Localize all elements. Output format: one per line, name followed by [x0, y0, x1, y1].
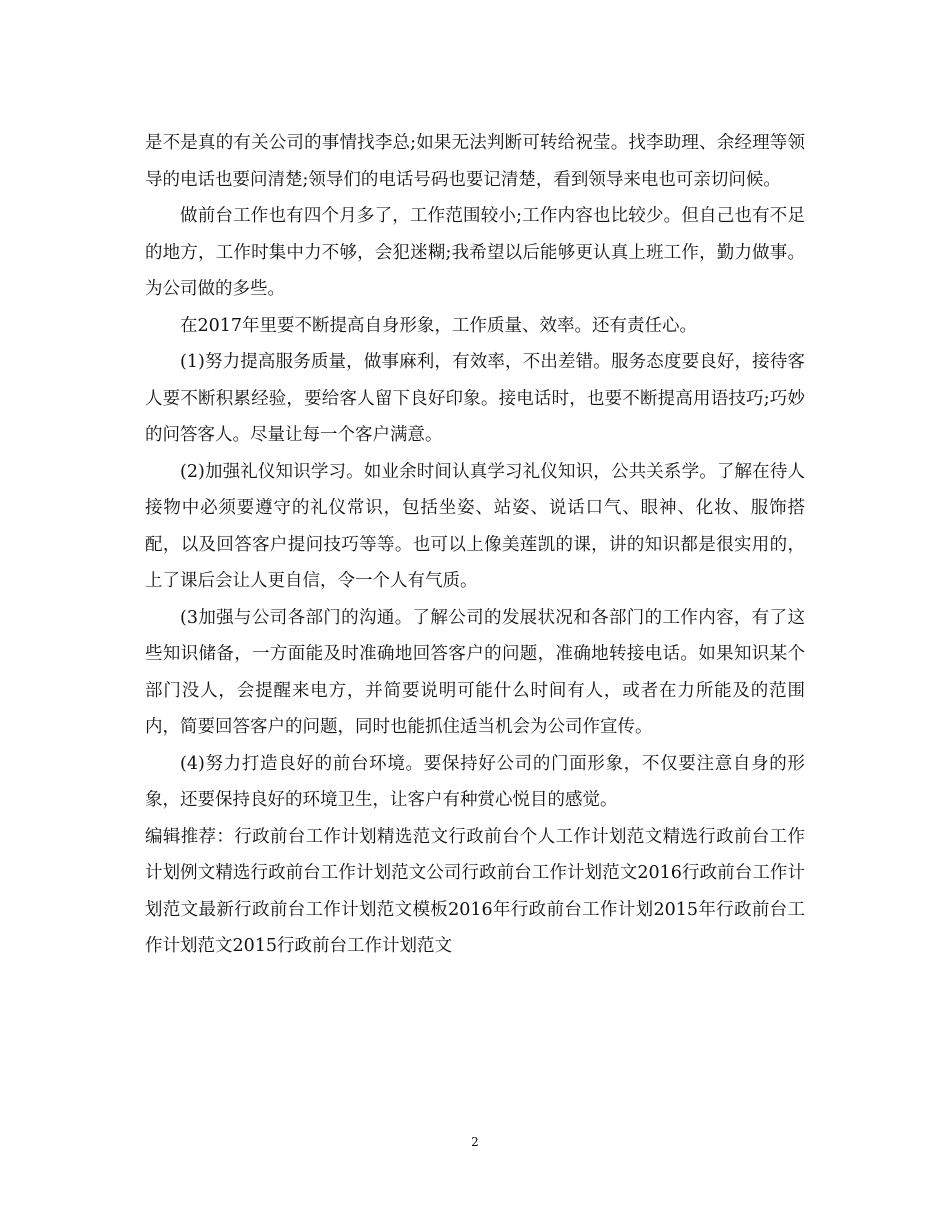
paragraph-work-summary: 做前台工作也有四个月多了，工作范围较小;工作内容也比较少。但自己也有不足的地方，工作时集中力不够，会犯迷糊;我希望以后能够更认真上班工作，勤力做事。为公司做的多些。	[145, 206, 805, 299]
paragraph-item-2: (2)加强礼仪知识学习。如业余时间认真学习礼仪知识，公共关系学。了解在待人接物中必须要遵守的礼仪常识，包括坐姿、站姿、说话口气、眼神、化妆、服饰搭配，以及回答客户提问技巧等等。也可以上像美莲凯的课，讲的知识都是很实用的，上了课后会让人更自信，令一个人有气质。	[145, 461, 805, 591]
paragraph-continuation: 是不是真的有关公司的事情找李总;如果无法判断可转给祝莹。找李助理、余经理等领导的电话也要问清楚;领导们的电话号码也要记清楚，看到领导来电也可亲切问候。	[145, 133, 805, 190]
paragraph-item-1: (1)努力提高服务质量，做事麻利，有效率，不出差错。服务态度要良好，接待客人要不断积累经验，要给客人留下良好印象。接电话时，也要不断提高用语技巧;巧妙的问答客人。尽量让每一个客户满意。	[145, 352, 805, 445]
document-body	[145, 125, 805, 965]
page-number: 2	[471, 1135, 479, 1149]
paragraph-editor-recommendation: 编辑推荐：行政前台工作计划精选范文行政前台个人工作计划范文精选行政前台工作计划例文精选行政前台工作计划范文公司行政前台工作计划范文2016行政前台工作计划范文最新行政前台工作计划范文模板2016年行政前台工作计划2015年行政前台工作计划范文2015行政前台工作计划范文	[145, 826, 805, 956]
paragraph-item-4: (4)努力打造良好的前台环境。要保持好公司的门面形象，不仅要注意自身的形象，还要保持良好的环境卫生，让客户有种赏心悦目的感觉。	[145, 753, 805, 810]
paragraph-year-goal: 在2017年里要不断提高自身形象，工作质量、效率。还有责任心。	[180, 315, 698, 336]
paragraph-item-3: (3加强与公司各部门的沟通。了解公司的发展状况和各部门的工作内容，有了这些知识储备，一方面能及时准确地回答客户的问题，准确地转接电话。如果知识某个部门没人，会提醒来电方，并简要说明可能什么时间有人，或者在力所能及的范围内，简要回答客户的问题，同时也能抓住适当机会为公司作宣传。	[145, 607, 805, 737]
